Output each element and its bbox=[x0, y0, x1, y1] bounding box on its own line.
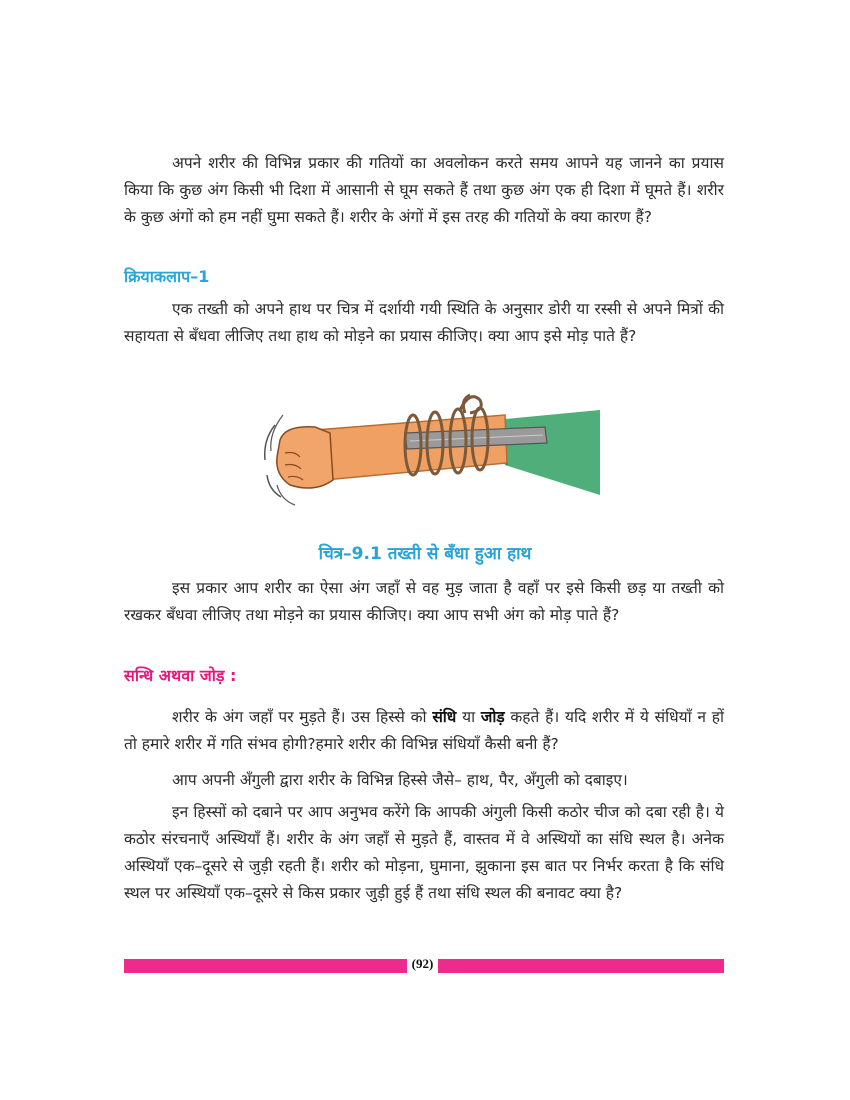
footer-bar-left bbox=[124, 959, 407, 973]
after-figure-text: इस प्रकार आप शरीर का ऐसा अंग जहाँ से वह मुड़ जाता है वहाँ पर इसे किसी छड़ या तख्ती को रखकर बँधवा लीजिए तथा मोड़ने का प्रयास कीजिए। क्या आप सभी अंग को मोड़ पाते हैं? bbox=[124, 579, 724, 624]
joints-text-2: या bbox=[456, 708, 481, 726]
intro-paragraph bbox=[124, 150, 724, 231]
joints-text-3: कहते हैं। यदि शरीर में ये संधियाँ न हों तो हमारे शरीर में गति संभव होगी?हमारे शरीर की विभिन्न संधियाँ कैसी बनी हैं? bbox=[124, 708, 725, 753]
intro-text: अपने शरीर की विभिन्न प्रकार की गतियों का अवलोकन करते समय आपने यह जानने का प्रयास किया कि कुछ अंग किसी भी दिशा में आसानी से घूम सकते हैं तथा कुछ अंग एक ही दिशा में घूमते हैं। शरीर के कुछ अंगों को हम नहीं घुमा सकते हैं। शरीर के अंगों में इस तरह की गतियों के क्या कारण हैं? bbox=[124, 154, 724, 226]
activity-paragraph bbox=[124, 296, 724, 350]
activity-heading: क्रियाकलाप–1 bbox=[124, 267, 210, 286]
press-paragraph bbox=[124, 767, 724, 794]
joints-heading: सन्धि अथवा जोड़ : bbox=[124, 666, 237, 685]
bones-text: इन हिस्सों को दबाने पर आप अनुभव करेंगे कि आपकी अंगुली किसी कठोर चीज को दबा रही है। ये कठोर संरचनाएँ अस्थियाँ हैं। शरीर के अंग जहाँ से मुड़ते हैं, वास्तव में वे अस्थियों का संधि स्थल है। अनेक अस्थियाँ एक–दूसरे से जुड़ी रहती हैं। शरीर को मोड़ना, घुमाना, झुकाना इस बात पर निर्भर करता है कि संधि स्थल पर अस्थियाँ एक–दूसरे से किस प्रकार जुड़ी हुई हैं तथा संधि स्थल की बनावट क्या है? bbox=[124, 803, 724, 902]
activity-text: एक तख्ती को अपने हाथ पर चित्र में दर्शायी गयी स्थिति के अनुसार डोरी या रस्सी से अपने मित्रों की सहायता से बँधवा लीजिए तथा हाथ को मोड़ने का प्रयास कीजिए। क्या आप इसे मोड़ पाते हैं? bbox=[124, 300, 724, 345]
joints-paragraph bbox=[124, 704, 724, 758]
arm-tied-to-board-illustration bbox=[255, 385, 600, 525]
term-jod: जोड़ bbox=[480, 708, 505, 726]
joints-text-1: शरीर के अंग जहाँ पर मुड़ते हैं। उस हिस्से को bbox=[172, 708, 433, 726]
term-sandhi: संधि bbox=[432, 708, 457, 726]
figure-caption: चित्र–9.1 तख्ती से बँधा हुआ हाथ bbox=[318, 544, 532, 564]
after-figure-paragraph bbox=[124, 575, 724, 629]
page-number: (92) bbox=[411, 956, 434, 971]
bones-paragraph bbox=[124, 799, 724, 907]
press-text: आप अपनी अँगुली द्वारा शरीर के विभिन्न हिस्से जैसे– हाथ, पैर, अँगुली को दबाइए। bbox=[172, 771, 628, 789]
footer-bar-right bbox=[438, 959, 724, 973]
